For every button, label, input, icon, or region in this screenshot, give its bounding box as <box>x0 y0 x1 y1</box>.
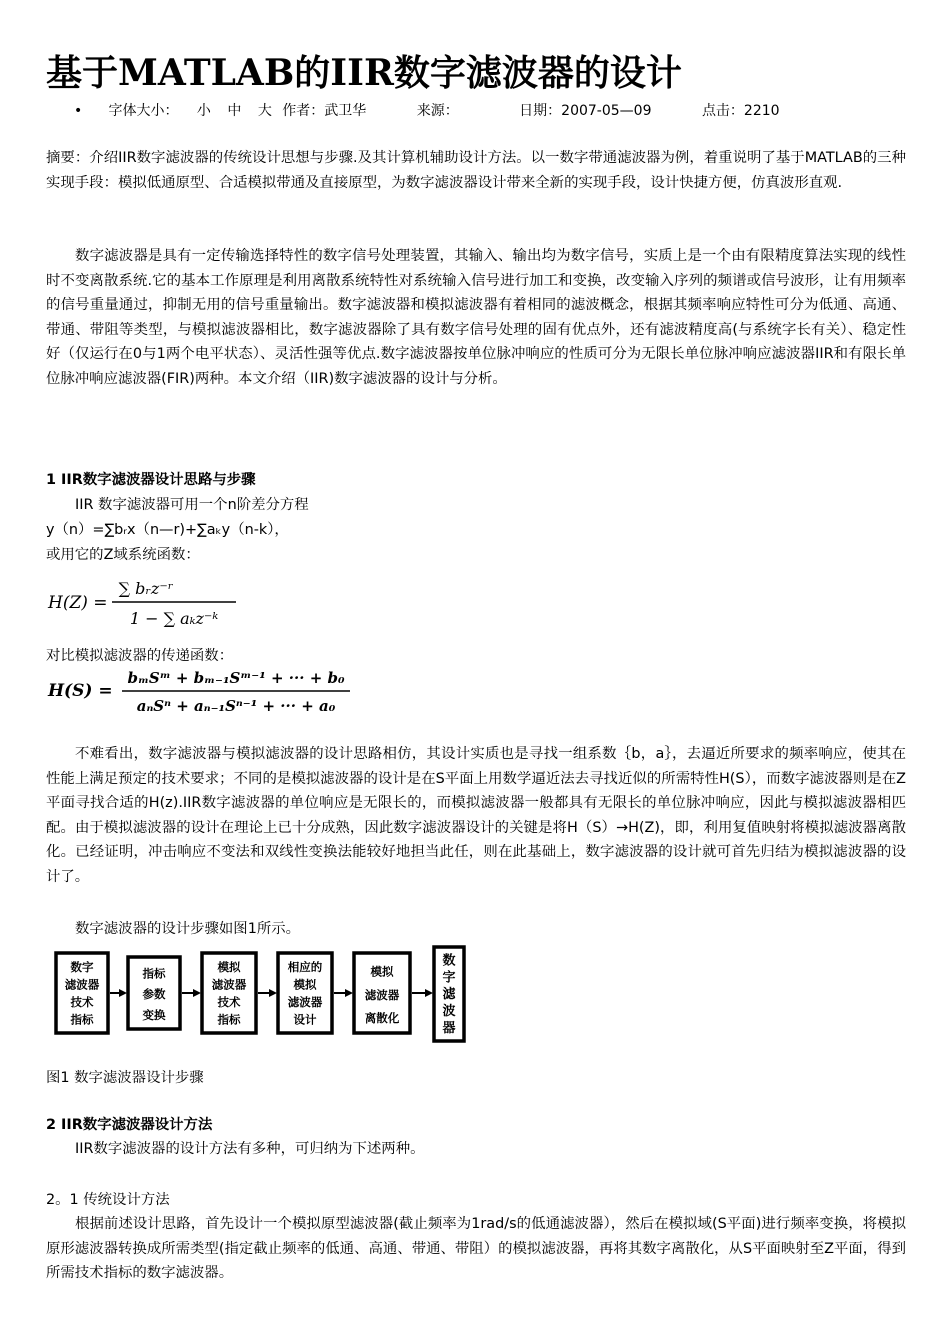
hz-numerator: ∑ bᵣz⁻ʳ <box>118 579 174 598</box>
font-size-label: 字体大小： <box>108 103 179 119</box>
flow-box-4-text: 设计 <box>293 1012 317 1027</box>
flow-box-4-text: 模拟 <box>293 977 317 992</box>
design-steps-diagram <box>50 945 470 1047</box>
flow-box-6-text: 字 <box>442 970 456 986</box>
author: 作者：武卫华 <box>282 103 367 119</box>
section1-line1: IIR 数字滤波器可用一个n阶差分方程 <box>75 497 309 513</box>
flow-box-6-text: 器 <box>442 1020 456 1036</box>
section1-heading: 1 IIR数字滤波器设计思路与步骤 <box>46 472 256 488</box>
flow-box-3-text: 模拟 <box>217 960 241 975</box>
font-small-link[interactable]: 小 <box>196 103 211 119</box>
flow-box-6-text: 波 <box>442 1004 456 1019</box>
flow-arrowhead-5 <box>425 989 433 997</box>
hs-lhs: H(S) = <box>48 681 113 701</box>
flow-box-3-text: 滤波器 <box>211 977 247 992</box>
flow-box-6-text: 数 <box>442 953 456 969</box>
flow-box-6-text: 滤 <box>442 987 456 1003</box>
subsection-paragraph: 根据前述设计思路，首先设计一个模拟原型滤波器(截止频率为1rad/s的低通滤波器），然后在模拟域(S平面)进行频率变换，将模拟原形滤波器转换成所需类型(指定截止频率的低通、高通、带通、带阻）的模拟滤波器，再将其数字离散化，从S平面映射至Z平面，得到所需技术指标的数字滤波器。 <box>46 1216 906 1281</box>
flow-box-2-text: 变换 <box>142 1007 166 1022</box>
flow-box-4-text: 滤波器 <box>287 995 323 1010</box>
difference-equation: y（n）=∑bᵣx（n—r)+∑aₖy（n-k）， <box>46 522 289 538</box>
flow-box-2-text: 参数 <box>142 987 166 1002</box>
section1-line3: 或用它的Z域系统函数： <box>46 547 200 563</box>
figure-reference: 数字滤波器的设计步骤如图1所示。 <box>75 921 301 937</box>
section1-paragraph: 不难看出，数字滤波器与模拟滤波器的设计思路相仿，其设计实质也是寻找一组系数｛b，a｝，去逼近所要求的频率响应，使其在性能上满足预定的技术要求；不同的是模拟滤波器的设计是在S平面上用数学逼近法去寻找近似的所需特性H(S），而数字滤波器则是在Z平面寻找合适的H(z).IIR数字滤波器的单位响应是无限长的，而模拟滤波器一般都具有无限长的单位脉冲响应，因此与模拟滤波器相匹配。由于模拟滤波器的设计在理论上已十分成熟，因此数字滤波器设计的关键是将H（S）→H(Z)，即，利用复值映射将模拟滤波器离散化。已经证明，冲击响应不变法和双线性变换法能较好地担当此任，则在此基础上，数字滤波器的设计就可首先归结为模拟滤波器的设计了。 <box>46 746 906 885</box>
flow-box-4-text: 相应的 <box>287 960 323 975</box>
source: 来源： <box>416 103 459 119</box>
hs-denominator: aₙSⁿ + aₙ₋₁Sⁿ⁻¹ + ··· + a₀ <box>136 697 336 715</box>
bullet: • <box>74 103 83 119</box>
flow-box-3-text: 技术 <box>217 995 241 1010</box>
section2-heading: 2 IIR数字滤波器设计方法 <box>46 1117 213 1133</box>
hz-denominator: 1 − ∑ aₖz⁻ᵏ <box>129 609 219 628</box>
hz-formula <box>46 570 246 632</box>
figure-caption: 图1 数字滤波器设计步骤 <box>46 1070 204 1086</box>
section1-line4: 对比模拟滤波器的传递函数： <box>46 648 234 664</box>
font-large-link[interactable]: 大 <box>257 103 272 119</box>
hs-formula <box>46 665 366 719</box>
flow-box-5-text: 滤波器 <box>364 987 400 1002</box>
flow-box-5-text: 模拟 <box>370 964 394 979</box>
article-meta <box>74 101 780 121</box>
flow-arrowhead-4 <box>345 989 353 997</box>
flow-box-1-text: 技术 <box>70 995 94 1010</box>
flow-box-1-text: 数字 <box>70 960 94 975</box>
hs-numerator: bₘSᵐ + bₘ₋₁Sᵐ⁻¹ + ··· + b₀ <box>127 669 345 687</box>
flow-box-5-text: 离散化 <box>364 1011 400 1026</box>
flow-box-1-text: 指标 <box>70 1012 94 1027</box>
hz-lhs: H(Z) = <box>48 593 108 613</box>
subsection-heading: 2。1 传统设计方法 <box>46 1192 170 1208</box>
flow-arrowhead-2 <box>193 989 201 997</box>
date: 日期：2007-05—09 <box>519 103 652 119</box>
flow-box-3-text: 指标 <box>217 1012 241 1027</box>
clicks: 点击：2210 <box>701 103 780 119</box>
abstract: 摘要：介绍IIR数字滤波器的传统设计思想与步骤.及其计算机辅助设计方法。以一数字带通滤波器为例，着重说明了基于MATLAB的三种实现手段：模拟低通原型、合适模拟带通及直接原型，为数字滤波器设计带来全新的实现手段，设计快捷方便，仿真波形直观. <box>46 150 906 191</box>
flow-arrowhead-3 <box>269 989 277 997</box>
flow-arrowhead-1 <box>119 989 127 997</box>
section2-intro: IIR数字滤波器的设计方法有多种，可归纳为下述两种。 <box>75 1141 425 1157</box>
intro-paragraph: 数字滤波器是具有一定传输选择特性的数字信号处理装置，其输入、输出均为数字信号，实质上是一个由有限精度算法实现的线性时不变离散系统.它的基本工作原理是利用离散系统特性对系统输入信号进行加工和变换，改变输入序列的频谱或信号波形，让有用频率的信号重量通过，抑制无用的信号重量输出。数字滤波器和模拟滤波器有着相同的滤波概念，根据其频率响应特性可分为低通、高通、带通、带阻等类型，与模拟滤波器相比，数字滤波器除了具有数字信号处理的固有优点外，还有滤波精度高(与系统字长有关）、稳定性好（仅运行在0与1两个电平状态）、灵活性强等优点.数字滤波器按单位脉冲响应的性质可分为无限长单位脉冲响应滤波器IIR和有限长单位脉冲响应滤波器(FIR)两种。本文介绍（IIR)数字滤波器的设计与分析。 <box>46 248 906 387</box>
page-title: 基于MATLAB的IIR数字滤波器的设计 <box>46 52 682 94</box>
font-medium-link[interactable]: 中 <box>227 103 242 119</box>
flow-box-2-text: 指标 <box>142 966 166 981</box>
flow-box-1-text: 滤波器 <box>64 977 100 992</box>
